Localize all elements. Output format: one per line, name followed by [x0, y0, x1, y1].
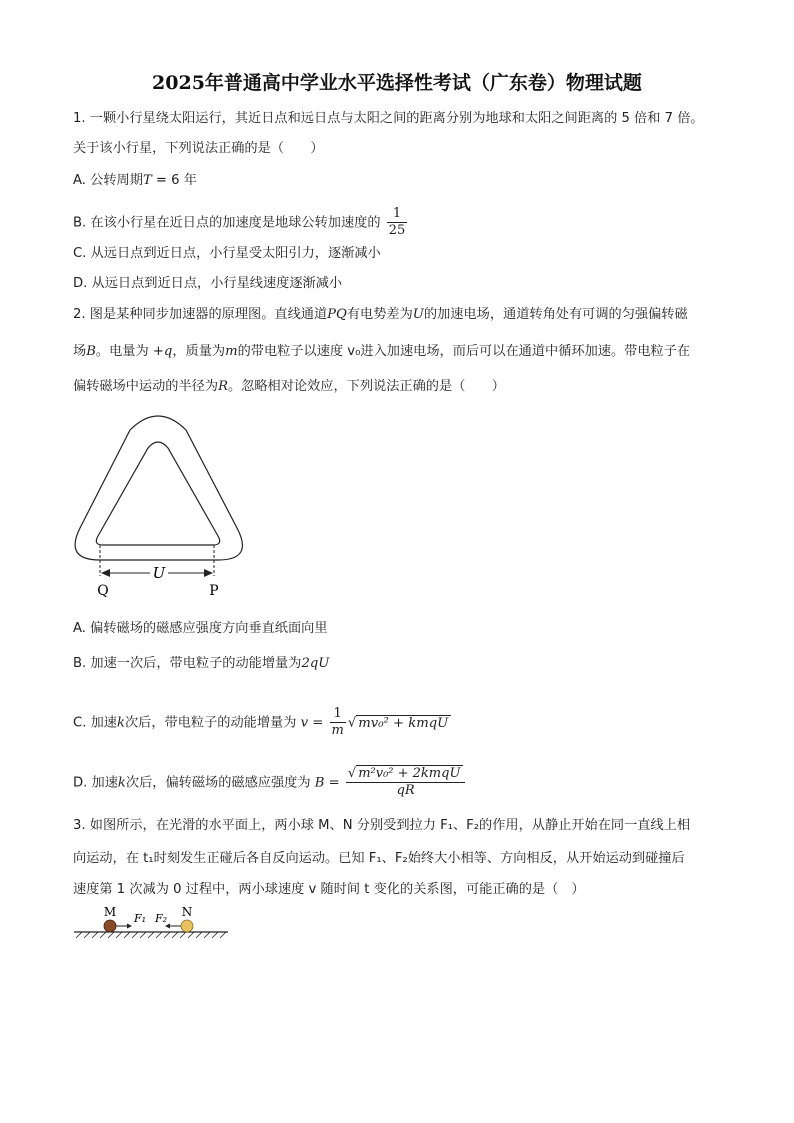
q2-var-u: U — [412, 307, 424, 322]
q1-option-a[interactable] — [73, 172, 197, 190]
q2-text: 偏转磁场中运动的半径为 — [73, 379, 219, 394]
q1-option-b-text: B. 在该小行星在近日点的加速度是地球公转加速度的 — [73, 215, 381, 231]
q2-option-a[interactable]: A. 偏转磁场的磁感应强度方向垂直纸面向里 — [73, 621, 328, 636]
q2-text: 。电量为 + — [95, 344, 164, 359]
label-u: U — [152, 564, 166, 582]
label-p: P — [209, 583, 219, 599]
q2-text: 有电势差为 — [346, 307, 413, 322]
accelerator-diagram — [70, 408, 250, 603]
q2-var-k: k — [116, 715, 125, 731]
outer-track — [75, 416, 242, 560]
force-f1-head — [127, 924, 132, 929]
q2-text: 的加速电场，通道转角处有可调的匀强偏转磁 — [423, 307, 688, 322]
q2-option-d-text: D. 加速 — [73, 775, 118, 791]
q2-option-d-radicand: m²v₀² + 2kmqU — [356, 765, 463, 781]
q3-stem-line2: 向运动，在 t₁时刻发生正碰后各自反向运动。已知 F₁、F₂始终大小相等、方向相反，从开始运动到碰撞后 — [73, 851, 685, 866]
arrowhead-left — [101, 569, 110, 577]
q2-option-b[interactable] — [73, 655, 329, 673]
q2-option-c[interactable]: C. 加速k次后，带电粒子的动能增量为 v = $\frac{1}{m}$ √ mv₀² + kmqU — [73, 706, 451, 739]
label-n: N — [181, 905, 193, 919]
q1-stem-line2: 关于该小行星，下列说法正确的是（ ） — [73, 141, 324, 156]
page-title: 2025年普通高中学业水平选择性考试（广东卷）物理试题 — [152, 72, 642, 94]
q2-var-k: k — [117, 775, 126, 791]
q2-option-c-text: 次后，带电粒子的动能增量为 — [124, 715, 297, 731]
q2-option-b-text: B. 加速一次后，带电粒子的动能增量为 — [73, 656, 302, 671]
ball-n — [181, 920, 193, 932]
q2-var-r: R — [218, 379, 228, 394]
q2-stem-line3 — [73, 378, 505, 396]
ground-hatching — [76, 932, 226, 938]
q1-option-b[interactable] — [73, 206, 409, 239]
fraction-numerator: 1 — [392, 206, 402, 221]
fraction-denominator: m — [331, 723, 344, 738]
q2-text: ，质量为 — [172, 344, 226, 359]
q2-text: 场 — [73, 344, 87, 359]
balls-diagram — [70, 902, 235, 944]
q2-text: 2. 图是某种同步加速器的原理图。直线通道 — [73, 307, 328, 322]
q2-option-d-lhs: B = — [314, 775, 340, 791]
q1-option-b-fraction — [387, 206, 408, 239]
q2-var-b: B — [86, 344, 96, 359]
q2-var-pq: PQ — [327, 307, 347, 322]
q2-option-b-expr: 2qU — [301, 656, 330, 671]
q2-var-m: m — [225, 344, 238, 359]
q2-option-c-fraction — [330, 706, 346, 739]
q2-option-d-fraction — [346, 766, 466, 799]
q2-text: 。忽略相对论效应，下列说法正确的是（ ） — [228, 379, 505, 394]
q3-stem-line1: 3. 如图所示，在光滑的水平面上，两小球 M、N 分别受到拉力 F₁、F₂的作用，从静止开始在同一直线上相 — [73, 818, 691, 833]
inner-track — [96, 442, 219, 545]
arrowhead-right — [204, 569, 213, 577]
label-f1: F₁ — [133, 912, 147, 925]
label-q: Q — [97, 583, 109, 599]
q2-option-c-text: C. 加速 — [73, 715, 117, 731]
q2-option-d[interactable] — [73, 766, 467, 799]
q1-option-c[interactable]: C. 从远日点到近日点，小行星受太阳引力，逐渐减小 — [73, 246, 381, 261]
q2-stem-line1 — [73, 306, 688, 324]
q2-option-c-lhs: v = — [300, 715, 324, 731]
q1-option-a-text: A. 公转周期 — [73, 173, 143, 188]
q1-option-d[interactable]: D. 从远日点到近日点，小行星线速度逐渐减小 — [73, 276, 343, 291]
q2-var-q: q — [163, 344, 173, 359]
q1-option-a-rest: = 6 年 — [151, 173, 197, 188]
q2-stem-line2 — [73, 343, 690, 361]
q1-option-a-var: T — [142, 173, 152, 188]
fraction-denominator: qR — [346, 782, 466, 799]
q3-stem-line3: 速度第 1 次减为 0 过程中，两小球速度 v 随时间 t 变化的关系图，可能正确的是（ ） — [73, 882, 585, 897]
fraction-numerator: √ m²v₀² + 2kmqU — [346, 766, 466, 782]
q2-option-c-radicand: mv₀² + kmqU — [356, 715, 451, 731]
fraction-denominator: 25 — [388, 223, 406, 238]
fraction-numerator: 1 — [333, 706, 342, 721]
q1-stem-line1: 1. 一颗小行星绕太阳运行，其近日点和远日点与太阳之间的距离分别为地球和太阳之间距离的 5 倍和 7 倍。 — [73, 111, 704, 126]
label-f2: F₂ — [154, 912, 168, 925]
label-m: M — [103, 905, 117, 919]
q2-text: 的带电粒子以速度 v₀进入加速电场，而后可以在通道中循环加速。带电粒子在 — [237, 344, 691, 359]
q2-option-d-text: 次后，偏转磁场的磁感应强度为 — [125, 775, 311, 791]
ball-m — [104, 920, 116, 932]
